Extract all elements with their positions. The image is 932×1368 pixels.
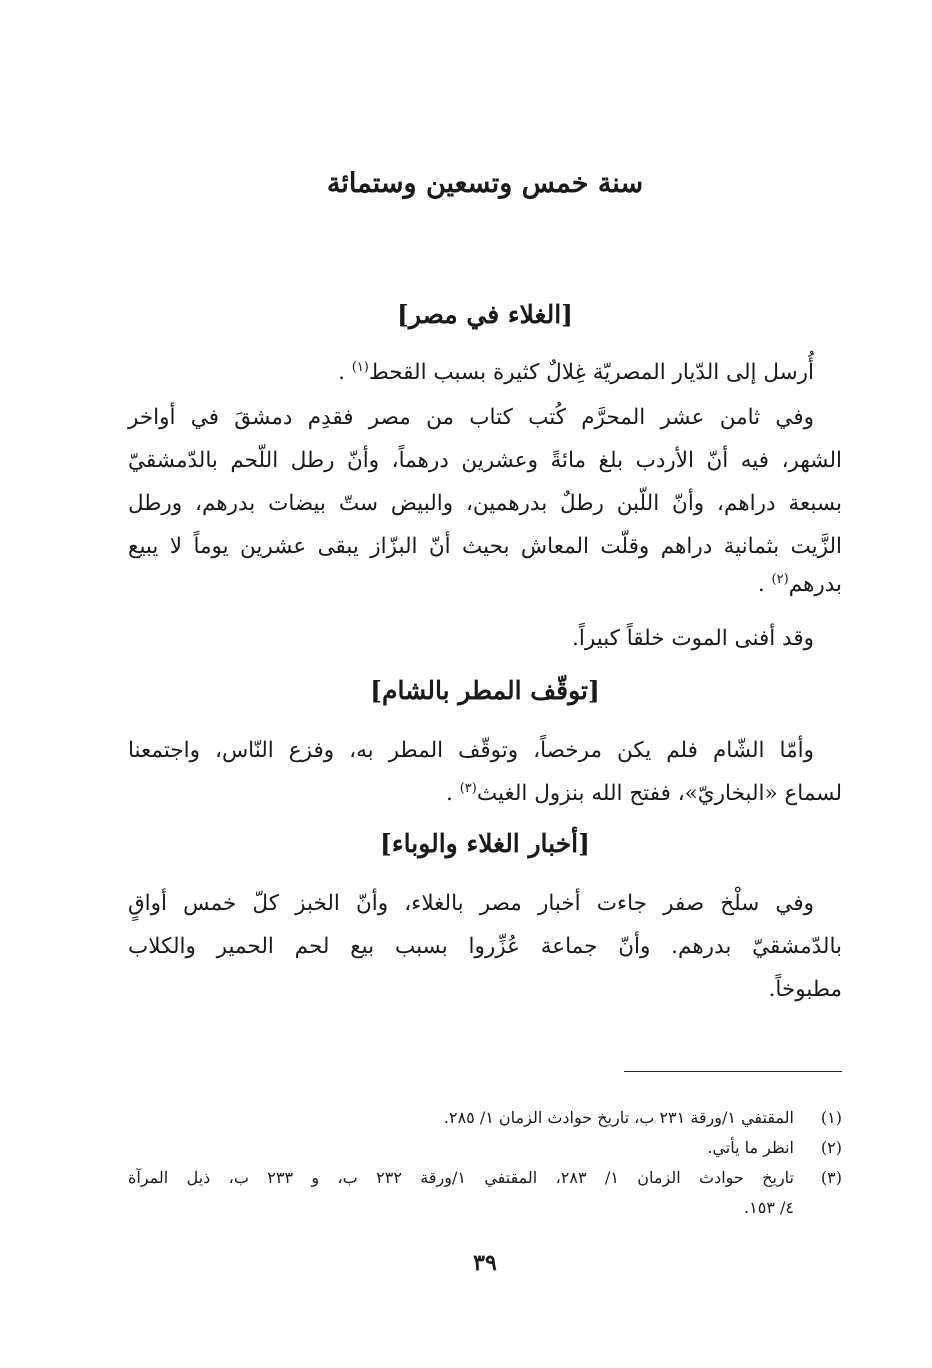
- footnote-3: [128, 1163, 842, 1223]
- text-line: الزَّيت بثمانية دراهم وقلّت المعاش بحيث أنّ البزّاز يبقى عشرين يوماً لا يبيع: [128, 534, 842, 559]
- section-heading-egypt-famine: [الغلاء في مصر]: [396, 300, 573, 329]
- paragraph-sham-rain: [128, 729, 842, 815]
- footnote-2: [128, 1133, 842, 1163]
- text-line: بسبعة دراهم، وأنّ اللّبن رطلٌ بدرهمين، والبيض ستّ بيضات بدرهم، ورطل: [128, 491, 842, 516]
- text-line: وفي سلْخ صفر جاءت أخبار مصر بالغلاء، وأنّ الخبز كلّ خمس أواقٍ: [128, 891, 814, 916]
- footnote-number: (٢): [820, 1138, 842, 1157]
- text-line: وأمّا الشّام فلم يكن مرخصاً، وتوقّف المطر به، وفزع النّاس، واجتمعنا: [128, 738, 814, 763]
- footnote-ref-3[interactable]: (٣): [459, 780, 477, 796]
- footnote-1: [128, 1103, 842, 1133]
- footnote-text: تاريخ حوادث الزمان ١/ ٢٨٣، المقتفي ١/ورقة ٢٣٢ ب، و ٢٣٣ ب، ذيل المرآة ٤/ ١٥٣.: [128, 1168, 795, 1217]
- paragraph-egypt-prices: [128, 396, 842, 602]
- page-number: ٣٩: [473, 1250, 497, 1276]
- year-title: سنة خمس وتسعين وستمائة: [326, 168, 644, 199]
- paragraph-egypt-grain: [128, 351, 842, 394]
- paragraph-death-toll: [128, 617, 842, 660]
- text-line: الشهر، فيه أنّ الأردب بلغ مائةً وعشرين درهماً، وأنّ رطل اللّحم بالدّمشقيّ: [128, 448, 842, 473]
- footnote-separator: [624, 1071, 842, 1072]
- text-line: بالدّمشقيّ بدرهم. وأنّ جماعة عُزِّروا بسبب بيع لحم الحمير والكلاب: [128, 934, 842, 959]
- footnotes: [128, 1103, 842, 1223]
- footnote-number: (١): [820, 1108, 842, 1127]
- text-line: بدرهم$^{(٢)}$ .: [757, 571, 842, 597]
- text-line: وقد أفنى الموت خلقاً كبيراً.: [572, 626, 814, 651]
- section-heading-famine-plague: [أخبار الغلاء والوباء]: [380, 829, 590, 858]
- footnote-ref-2[interactable]: (٢): [771, 571, 789, 587]
- footnote-number: (٣): [820, 1168, 842, 1187]
- footnote-text: المقتفي ١/ورقة ٢٣١ ب، تاريخ حوادث الزمان ١/ ٢٨٥.: [443, 1108, 794, 1127]
- text-line: أُرسل إلى الدّيار المصريّة غِلالٌ كثيرة بسبب القحط$^{(١)}$ .: [338, 359, 814, 385]
- footnote-ref-1[interactable]: (١): [351, 359, 369, 375]
- text-line: مطبوخاً.: [768, 977, 842, 1002]
- book-page: [128, 0, 842, 1368]
- text-line: لسماع «البخاريّ»، ففتح الله بنزول الغيث$^{(٣)}$ .: [446, 780, 842, 806]
- paragraph-bread-prices: [128, 882, 842, 1011]
- footnote-text: انظر ما يأتي.: [707, 1138, 794, 1157]
- section-heading-rain-stopped: [توقّف المطر بالشام]: [370, 676, 600, 705]
- text-line: وفي ثامن عشر المحرَّم كُتب كتاب من مصر فقدِم دمشقَ في أواخر: [128, 405, 814, 430]
